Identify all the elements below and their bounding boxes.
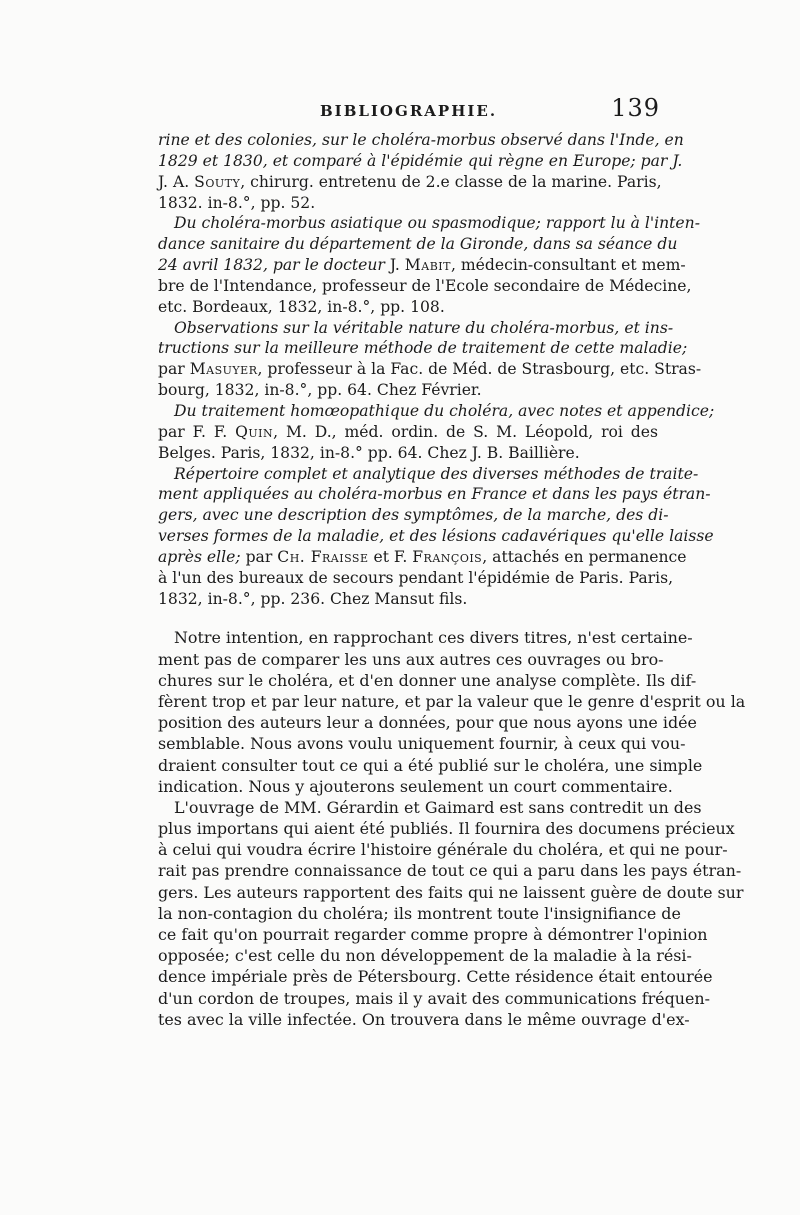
commentary-line: draient consulter tout ce qui a été publié sur le choléra, une simple <box>158 755 703 775</box>
text-run: après elle; <box>158 547 241 566</box>
text-run: etc. Bordeaux, 1832, in-8.°, pp. 108. <box>158 297 445 316</box>
commentary-line: plus importans qui aient été publiés. Il fournira des documens précieux <box>158 819 735 839</box>
text-run: Observations sur la véritable nature du choléra-morbus, et ins- <box>174 318 674 337</box>
text-run: rine et des colonies, sur le choléra-morbus observé dans l'Inde, en <box>158 131 684 149</box>
bibliography-line <box>158 130 684 151</box>
text-run: Répertoire complet et analytique des diverses méthodes de traite- <box>174 464 699 483</box>
bibliography-line <box>158 213 700 234</box>
text-run: dance sanitaire du département de la Gironde, dans sa séance du <box>158 235 678 254</box>
text-run: verses formes de la maladie, et des lésions cadavériques qu'elle laisse <box>158 527 714 546</box>
bibliography-line <box>158 234 678 255</box>
bibliography-line <box>158 589 658 610</box>
commentary-line: L'ouvrage de MM. Gérardin et Gaimard est sans contredit un des <box>174 797 702 817</box>
text-run: bre de l'Intendance, professeur de l'Ecole secondaire de Médecine, <box>158 276 692 295</box>
text-run: par <box>158 360 190 379</box>
commentary-line: Notre intention, en rapprochant ces divers titres, n'est certaine- <box>174 628 693 648</box>
text-run: , chirurg. entretenu de 2.e classe de la marine. Paris, <box>240 172 662 191</box>
bibliography-line <box>158 568 674 589</box>
text-run: Du traitement homœopathique du choléra, avec notes et appendice; <box>174 401 715 420</box>
text-run: , professeur à la Fac. de Méd. de Strasbourg, etc. Stras- <box>257 360 702 379</box>
text-run: Ch. Fraisse <box>277 547 369 566</box>
commentary-line: tes avec la ville infectée. On trouvera dans le même ouvrage d'ex- <box>158 1009 690 1029</box>
commentary-line: à celui qui voudra écrire l'histoire générale du choléra, et qui ne pour- <box>158 840 728 860</box>
text-run: Du choléra-morbus asiatique ou spasmodique; rapport lu à l'inten- <box>174 214 700 233</box>
text-run: Masuyer <box>189 360 258 379</box>
commentary-line: semblable. Nous avons voulu uniquement fournir, à ceux qui vou- <box>158 734 686 754</box>
text-run: , attachés en permanence <box>482 547 687 566</box>
bibliography-line <box>158 547 687 568</box>
text-run: J. A. <box>158 172 195 191</box>
text-run: 1829 et 1830, et comparé à l'épidémie qui règne en Europe; par J. <box>158 151 683 170</box>
running-title: BIBLIOGRAPHIE. <box>320 102 498 120</box>
commentary-text <box>158 627 746 1030</box>
text-block <box>158 130 746 1030</box>
commentary-line: rait pas prendre connaissance de tout ce qui a paru dans les pays étran- <box>158 861 742 881</box>
text-run: tructions sur la meilleure méthode de traitement de cette maladie; <box>158 339 688 358</box>
text-run: par F. F. <box>158 422 236 441</box>
text-run: et F. <box>368 547 413 566</box>
commentary-line: dence impériale près de Pétersbourg. Cette résidence était entourée <box>158 967 713 987</box>
bibliography-line <box>158 464 699 485</box>
bibliography-line <box>158 255 686 276</box>
commentary-line: indication. Nous y ajouterons seulement un court commentaire. <box>158 776 673 796</box>
bibliography-line <box>158 526 714 547</box>
text-run: 1832, in-8.°, pp. 236. Chez Mansut fils. <box>158 589 468 608</box>
bibliography-line <box>158 443 658 464</box>
text-run: bourg, 1832, in-8.°, pp. 64. Chez Février. <box>158 381 482 400</box>
bibliography-line <box>158 297 658 318</box>
bibliography-line <box>158 338 688 359</box>
text-run: Mabit <box>404 256 451 275</box>
bibliography-line <box>158 401 715 422</box>
commentary-line: la non-contagion du choléra; ils montrent toute l'insignifiance de <box>158 903 681 923</box>
commentary-line: ment pas de comparer les uns aux autres ces ouvrages ou bro- <box>158 649 664 669</box>
bibliography-line <box>158 484 711 505</box>
running-head <box>160 96 660 130</box>
bibliography-list <box>158 130 715 609</box>
bibliography-line <box>158 359 702 380</box>
commentary-line: position des auteurs leur a données, pour que nous ayons une idée <box>158 713 697 733</box>
text-run: par <box>240 547 278 566</box>
commentary-line: gers. Les auteurs rapportent des faits qui ne laissent guère de doute sur <box>158 882 744 902</box>
text-run: gers, avec une description des symptômes, de la marche, des di- <box>158 506 669 525</box>
bibliography-line <box>158 193 658 214</box>
commentary-line: ce fait qu'on pourrait regarder comme propre à démontrer l'opinion <box>158 925 708 945</box>
text-run: à l'un des bureaux de secours pendant l'épidémie de Paris. Paris, <box>158 568 674 587</box>
commentary-line: chures sur le choléra, et d'en donner une analyse complète. Ils dif- <box>158 670 697 690</box>
text-run: J. <box>384 256 405 275</box>
text-run: , M. D., méd. ordin. de S. M. Léopold, roi des <box>273 422 659 441</box>
page-number: 139 <box>611 94 660 122</box>
text-run: François <box>412 547 483 566</box>
bibliography-line <box>158 172 662 193</box>
section-gap <box>158 609 658 627</box>
text-run: , médecin-consultant et mem- <box>450 256 686 275</box>
text-run: 24 avril 1832, par le docteur <box>158 256 385 275</box>
bibliography-line <box>158 505 669 526</box>
bibliography-line <box>158 276 692 297</box>
text-run: ment appliquées au choléra-morbus en France et dans les pays étran- <box>158 485 711 504</box>
bibliography-line <box>158 318 674 339</box>
text-run: Souty <box>194 172 241 191</box>
commentary-line: fèrent trop et par leur nature, et par la valeur que le genre d'esprit ou la <box>158 691 746 711</box>
commentary-line: opposée; c'est celle du non développement de la maladie à la rési- <box>158 946 692 966</box>
bibliography-line <box>158 380 658 401</box>
text-run: Belges. Paris, 1832, in-8.° pp. 64. Chez J. B. Baillière. <box>158 443 580 462</box>
bibliography-line <box>158 151 683 172</box>
bibliography-line <box>158 422 658 443</box>
text-run: Quin <box>235 422 274 441</box>
text-run: 1832. in-8.°, pp. 52. <box>158 193 316 212</box>
commentary-line: d'un cordon de troupes, mais il y avait des communications fréquen- <box>158 988 710 1008</box>
